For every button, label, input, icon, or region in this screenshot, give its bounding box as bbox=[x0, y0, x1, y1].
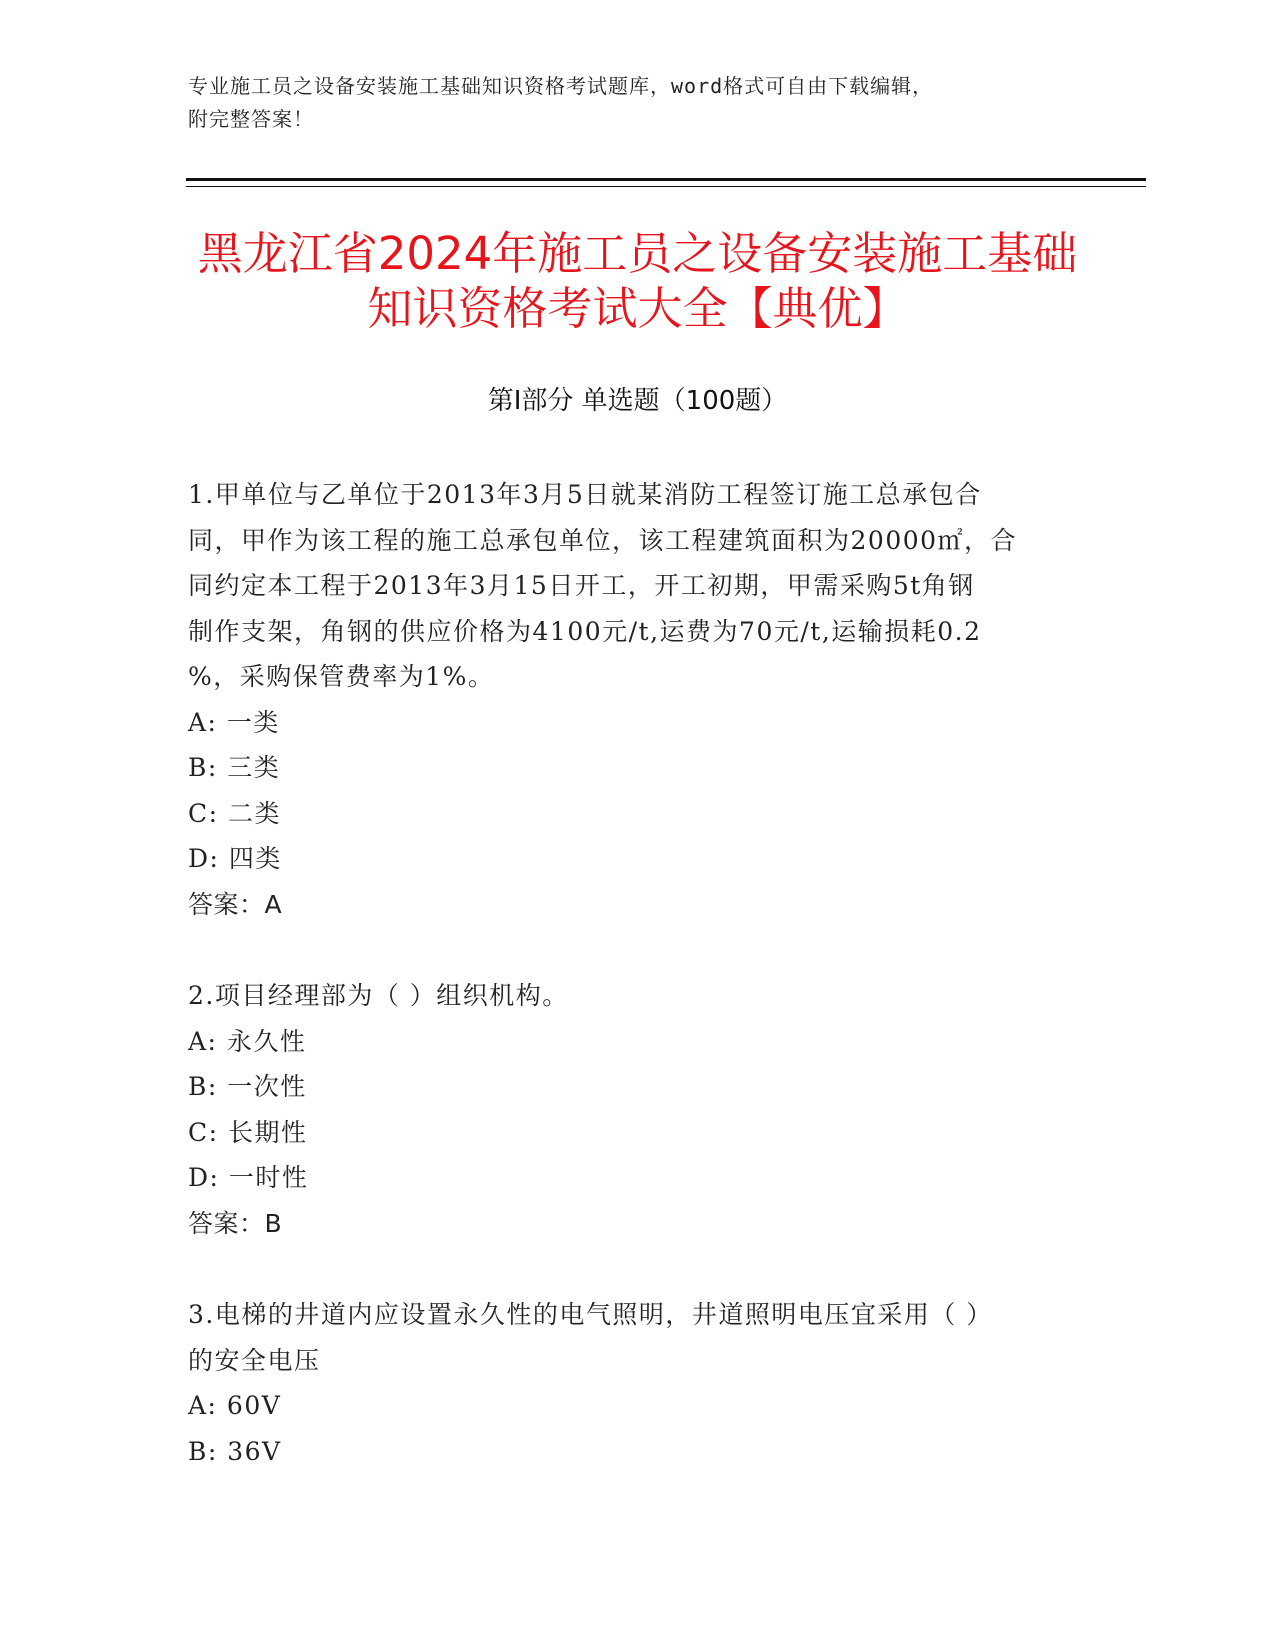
question-stem-line: %，采购保管费率为1%。 bbox=[188, 662, 495, 691]
header-note-line-2: 附完整答案！ bbox=[188, 107, 314, 131]
document-title-line-2: 知识资格考试大全【典优】 bbox=[367, 282, 908, 335]
option-b: B: 36V bbox=[188, 1436, 282, 1466]
option-b: B: 一次性 bbox=[188, 1072, 307, 1101]
question-stem-line: 同，甲作为该工程的施工总承包单位，该工程建筑面积为20000㎡，合 bbox=[188, 525, 1018, 555]
header-note bbox=[188, 70, 1088, 136]
question-stem-line: 1.甲单位与乙单位于2013年3月5日就某消防工程签订施工总承包合 bbox=[188, 480, 982, 509]
question-stem-line: 制作支架，角钢的供应价格为4100元/t,运费为70元/t,运输损耗0.2 bbox=[188, 616, 982, 646]
option-a: A: 60V bbox=[188, 1391, 282, 1420]
question-stem-line: 的安全电压 bbox=[188, 1345, 321, 1375]
option-b: B: 三类 bbox=[188, 753, 281, 782]
question-2 bbox=[188, 973, 1088, 1246]
header-divider-thick bbox=[186, 178, 1146, 181]
option-c: C: 长期性 bbox=[188, 1117, 308, 1147]
option-a: A: 永久性 bbox=[188, 1026, 307, 1056]
question-1 bbox=[188, 472, 1088, 927]
option-a: A: 一类 bbox=[188, 707, 280, 737]
question-list bbox=[188, 472, 1088, 1520]
question-stem-line: 同约定本工程于2013年3月15日开工，开工初期，甲需采购5t角钢 bbox=[188, 571, 975, 600]
option-c: C: 二类 bbox=[188, 798, 281, 828]
header-note-line-1: 专业施工员之设备安装施工基础知识资格考试题库，word格式可自由下载编辑， bbox=[188, 74, 934, 98]
document-title bbox=[150, 226, 1125, 336]
question-3 bbox=[188, 1292, 1088, 1474]
option-d: D: 一时性 bbox=[188, 1163, 309, 1192]
header-divider-thin bbox=[186, 186, 1146, 187]
section-heading: 第Ⅰ部分 单选题（100题） bbox=[487, 386, 788, 416]
question-stem-line: 2.项目经理部为（ ）组织机构。 bbox=[188, 981, 569, 1010]
answer-line: 答案：B bbox=[188, 1208, 283, 1238]
option-d: D: 四类 bbox=[188, 844, 282, 873]
question-stem-line: 3.电梯的井道内应设置永久性的电气照明，井道照明电压宜采用（ ） bbox=[188, 1300, 993, 1329]
answer-line: 答案：A bbox=[188, 889, 283, 919]
document-title-line-1: 黑龙江省2024年施工员之设备安装施工基础 bbox=[197, 227, 1078, 280]
